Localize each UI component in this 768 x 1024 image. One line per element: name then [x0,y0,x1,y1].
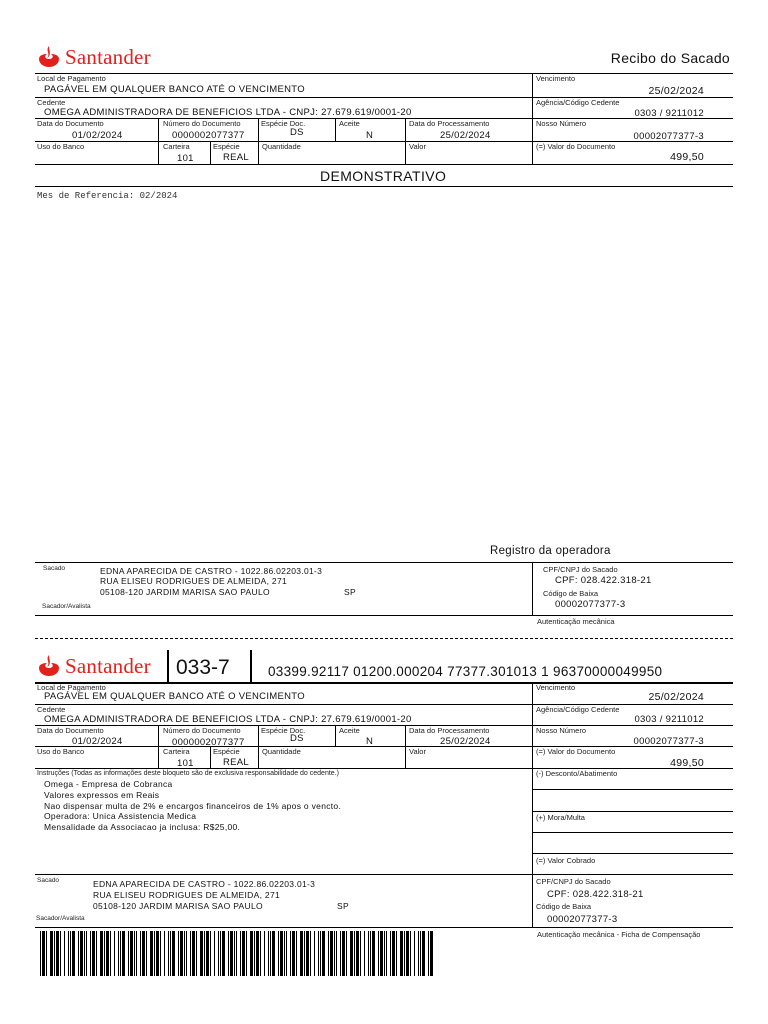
demonstrativo-title: DEMONSTRATIVO [320,168,447,184]
valor-cobrado-label: (=) Valor Cobrado [536,856,596,865]
vencimento-label-bottom: Vencimento [536,683,576,692]
instruction-line: Omega - Empresa de Cobranca [44,779,173,789]
instruction-line: Mensalidade da Associacao ja inclusa: R$25,00. [44,822,241,833]
aceite-label-bottom: Aceite [339,726,360,735]
valor-documento-value-bottom: 499,50 [670,757,704,769]
quantidade-label-bottom: Quantidade [262,747,301,756]
valor-documento-label: (=) Valor do Documento [536,142,616,151]
agencia-value-bottom: 0303 / 9211012 [634,714,704,725]
cpf-label-bottom: CPF/CNPJ do Sacado [536,877,611,886]
local-pagamento-value-bottom: PAGÁVEL EM QUALQUER BANCO ATÉ O VENCIMENTO [44,691,305,702]
cedente-value-bottom: OMEGA ADMINISTRADORA DE BENEFICIOS LTDA - CNPJ: 27.679.619/0001-20 [44,714,412,725]
agencia-label-bottom: Agência/Código Cedente [536,705,620,714]
data-processamento-value-bottom: 25/02/2024 [440,736,491,747]
aceite-label: Aceite [339,119,360,128]
valor-label-bottom: Valor [409,747,426,756]
cpf-value-bottom: CPF: 028.422.318-21 [547,889,644,900]
agencia-value: 0303 / 9211012 [634,108,704,119]
avalista-label-bottom: Sacador/Avalista [36,915,85,922]
santander-flame-icon [36,653,62,679]
vencimento-value-bottom: 25/02/2024 [648,691,704,703]
data-documento-label: Data do Documento [37,119,104,128]
instruction-line: Operadora: Unica Assistencia Medica [44,811,197,822]
cpf-value: CPF: 028.422.318-21 [555,575,652,586]
uso-banco-label-bottom: Uso do Banco [37,747,85,756]
instructions-list [44,780,341,834]
brand-name: Santander [65,44,151,69]
autenticacao-ficha-label: Autenticação mecânica - Ficha de Compensação [537,930,701,939]
especie-value: REAL [223,152,250,163]
carteira-label: Carteira [163,142,190,151]
aceite-value: N [366,130,374,141]
data-documento-value: 01/02/2024 [72,130,123,141]
uso-banco-label: Uso do Banco [37,142,85,151]
carteira-label-bottom: Carteira [163,747,190,756]
nosso-numero-value-bottom: 00002077377-3 [633,736,704,747]
especie-doc-label-bottom: Espécie Doc. [261,726,306,735]
nosso-numero-value: 00002077377-3 [633,131,704,142]
vencimento-value: 25/02/2024 [648,85,704,97]
sacado-label-bottom: Sacado [37,877,60,884]
baixa-value-bottom: 00002077377-3 [547,914,618,925]
sacado-address-bottom: RUA ELISEU RODRIGUES DE ALMEIDA, 271 [93,890,280,900]
baixa-value: 00002077377-3 [555,599,626,610]
sacado-address: RUA ELISEU RODRIGUES DE ALMEIDA, 271 [100,576,287,586]
instrucoes-label: Instruções (Todas as informações deste bloqueto são de exclusiva responsabilidade do cedente.) [37,770,339,777]
especie-value-bottom: REAL [223,757,250,768]
baixa-label-bottom: Código de Baixa [536,902,592,911]
cedente-label-bottom: Cedente [37,705,66,714]
especie-doc-value: DS [290,127,304,138]
santander-logo-bottom [36,653,151,679]
cedente-value: OMEGA ADMINISTRADORA DE BENEFICIOS LTDA - CNPJ: 27.679.619/0001-20 [44,107,412,118]
numero-documento-value: 0000002077377 [172,130,245,141]
bank-code: 033-7 [176,656,230,679]
local-pagamento-label-bottom: Local de Pagamento [37,683,106,692]
barcode [40,931,436,976]
especie-label: Espécie [213,142,240,151]
cpf-label: CPF/CNPJ do Sacado [543,565,618,574]
valor-label: Valor [409,142,426,151]
cut-line [35,638,733,639]
sacado-uf-bottom: SP [337,901,349,911]
sacado-label: Sacado [43,565,66,572]
sacado-name: EDNA APARECIDA DE CASTRO - 1022.86.02203.01-3 [100,566,323,576]
avalista-label: Sacador/Avalista [42,603,91,610]
especie-doc-label: Espécie Doc. [261,119,306,128]
quantidade-label: Quantidade [262,142,301,151]
instruction-line: Valores expressos em Reais [44,789,160,800]
barcode-bar [433,931,434,976]
aceite-value-bottom: N [366,736,374,747]
data-processamento-label: Data do Processamento [409,119,490,128]
nosso-numero-label: Nosso Número [536,119,587,128]
data-processamento-value: 25/02/2024 [440,130,491,141]
brand-name-bottom: Santander [65,653,151,678]
local-pagamento-value: PAGÁVEL EM QUALQUER BANCO ATÉ O VENCIMENTO [44,84,305,95]
santander-logo [36,44,151,70]
sacado-name-bottom: EDNA APARECIDA DE CASTRO - 1022.86.02203.01-3 [93,879,316,889]
sacado-cep-bottom: 05108-120 JARDIM MARISA SAO PAULO [93,901,263,911]
local-pagamento-label: Local de Pagamento [37,74,106,83]
sacado-cep: 05108-120 JARDIM MARISA SAO PAULO [100,587,270,597]
numero-documento-value-bottom: 0000002077377 [172,737,245,748]
numero-documento-label: Número do Documento [163,119,241,128]
valor-documento-value: 499,50 [670,151,704,163]
carteira-value: 101 [177,153,194,164]
linha-digitavel: 03399.92117 01200.000204 77377.301013 1 96370000049950 [268,664,663,679]
autenticacao-label: Autenticação mecânica [537,617,615,626]
sacado-uf: SP [344,587,356,597]
instruction-line: Nao dispensar multa de 2% e encargos financeiros de 1% apos o vencto. [44,800,342,811]
mes-referencia: Mes de Referencia: 02/2024 [37,191,178,201]
receipt-title: Recibo do Sacado [610,50,730,66]
numero-documento-label-bottom: Número do Documento [163,726,241,735]
data-processamento-label-bottom: Data do Processamento [409,726,490,735]
nosso-numero-label-bottom: Nosso Número [536,726,587,735]
especie-doc-value-bottom: DS [290,733,304,744]
especie-label-bottom: Espécie [213,747,240,756]
desconto-label: (-) Desconto/Abatimento [536,769,618,778]
cedente-label: Cedente [37,98,66,107]
data-documento-value-bottom: 01/02/2024 [72,736,123,747]
data-documento-label-bottom: Data do Documento [37,726,104,735]
registro-operadora: Registro da operadora [490,545,611,557]
valor-documento-label-bottom: (=) Valor do Documento [536,747,616,756]
carteira-value-bottom: 101 [177,758,194,769]
santander-flame-icon [36,44,62,70]
mora-label: (+) Mora/Multa [536,813,585,822]
agencia-label: Agência/Código Cedente [536,98,620,107]
baixa-label: Código de Baixa [543,589,599,598]
vencimento-label: Vencimento [536,74,576,83]
